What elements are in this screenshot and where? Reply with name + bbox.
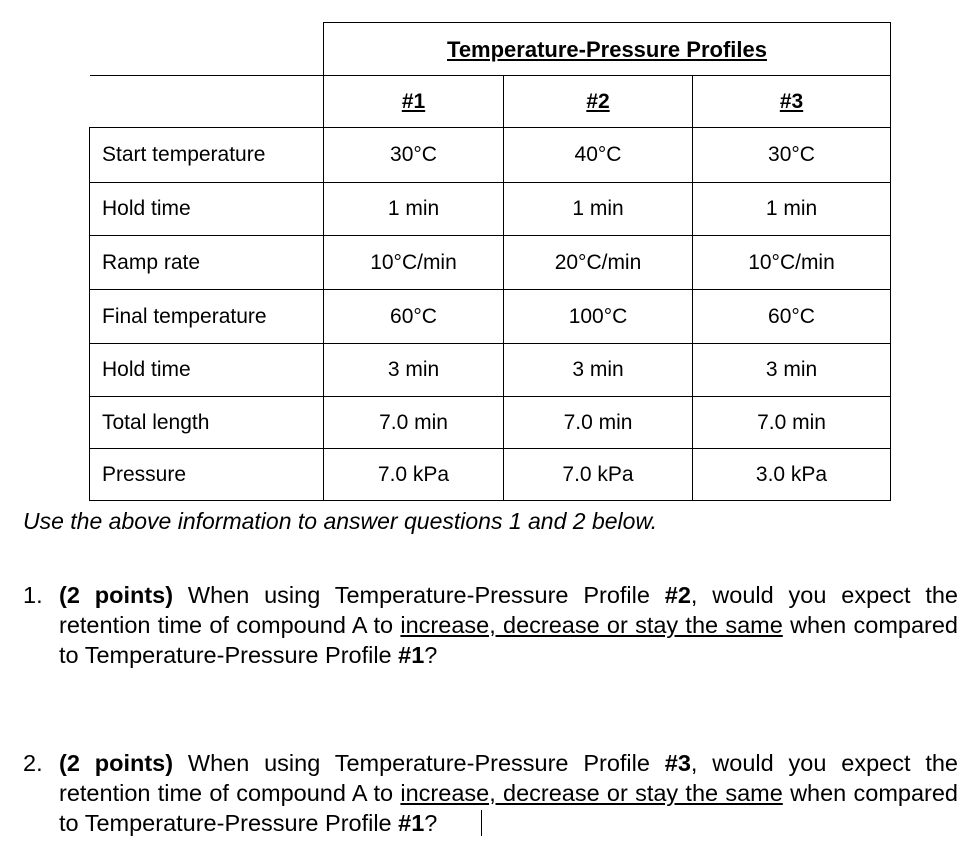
table-cell: 1 min xyxy=(693,183,891,236)
answer-options: increase, decrease or stay the same xyxy=(400,612,783,638)
table-cell: 1 min xyxy=(504,183,693,236)
header-row xyxy=(90,76,891,128)
table-cell: 10°C/min xyxy=(693,236,891,290)
table-cell: 100°C xyxy=(504,290,693,344)
points-label: (2 points) xyxy=(59,582,174,608)
table-cell: 3 min xyxy=(504,344,693,397)
row-label: Total length xyxy=(90,397,324,449)
points-label: (2 points) xyxy=(59,750,174,776)
instruction-text: Use the above information to answer questions 1 and 2 below. xyxy=(23,508,658,534)
column-header-1: #1 xyxy=(324,76,504,128)
table-cell: 20°C/min xyxy=(504,236,693,290)
text-cursor xyxy=(481,810,482,836)
table-cell: 3 min xyxy=(693,344,891,397)
question-body xyxy=(59,748,958,838)
corner-cell xyxy=(90,23,324,76)
table-cell: 7.0 kPa xyxy=(504,449,693,501)
table-cell: 7.0 kPa xyxy=(324,449,504,501)
profile-ref: #1 xyxy=(398,642,425,668)
title-row xyxy=(90,23,891,76)
table-row xyxy=(90,397,891,449)
question-text: , would you expect the retention time of compound A to xyxy=(59,582,958,638)
table-row xyxy=(90,290,891,344)
table-cell: 3 min xyxy=(324,344,504,397)
question-end: ? xyxy=(424,810,438,836)
question-text: , would you expect the retention time of compound A to xyxy=(59,750,958,806)
row-label: Final temperature xyxy=(90,290,324,344)
row-label: Start temperature xyxy=(90,128,324,183)
question-2 xyxy=(23,748,958,838)
question-body xyxy=(59,580,958,670)
profiles-table xyxy=(89,22,891,501)
row-label: Hold time xyxy=(90,344,324,397)
row-label: Pressure xyxy=(90,449,324,501)
table-row xyxy=(90,449,891,501)
table-cell: 7.0 min xyxy=(504,397,693,449)
row-label: Ramp rate xyxy=(90,236,324,290)
question-1 xyxy=(23,580,958,670)
question-text: When using Temperature-Pressure Profile xyxy=(173,750,665,776)
profile-ref: #1 xyxy=(398,810,425,836)
row-label: Hold time xyxy=(90,183,324,236)
table-cell: 10°C/min xyxy=(324,236,504,290)
column-header-2: #2 xyxy=(504,76,693,128)
table-cell: 1 min xyxy=(324,183,504,236)
table-cell: 60°C xyxy=(693,290,891,344)
profile-ref: #2 xyxy=(664,582,691,608)
table-cell: 30°C xyxy=(324,128,504,183)
table-title: Temperature-Pressure Profiles xyxy=(324,23,891,76)
table-cell: 7.0 min xyxy=(324,397,504,449)
table-cell: 60°C xyxy=(324,290,504,344)
table-row xyxy=(90,236,891,290)
answer-options: increase, decrease or stay the same xyxy=(400,780,783,806)
table-cell: 3.0 kPa xyxy=(693,449,891,501)
table-row xyxy=(90,183,891,236)
question-text: when compared to Temperature-Pressure Profile xyxy=(59,780,958,836)
question-number: 2. xyxy=(23,750,43,776)
column-header-3: #3 xyxy=(693,76,891,128)
table-cell: 7.0 min xyxy=(693,397,891,449)
table-cell: 40°C xyxy=(504,128,693,183)
table-row xyxy=(90,344,891,397)
question-end: ? xyxy=(424,642,438,668)
table-row xyxy=(90,128,891,183)
table-cell: 30°C xyxy=(693,128,891,183)
profile-ref: #3 xyxy=(664,750,691,776)
question-text: When using Temperature-Pressure Profile xyxy=(173,582,665,608)
corner-cell xyxy=(90,76,324,128)
question-text: when compared to Temperature-Pressure Profile xyxy=(59,612,958,668)
question-number: 1. xyxy=(23,582,43,608)
